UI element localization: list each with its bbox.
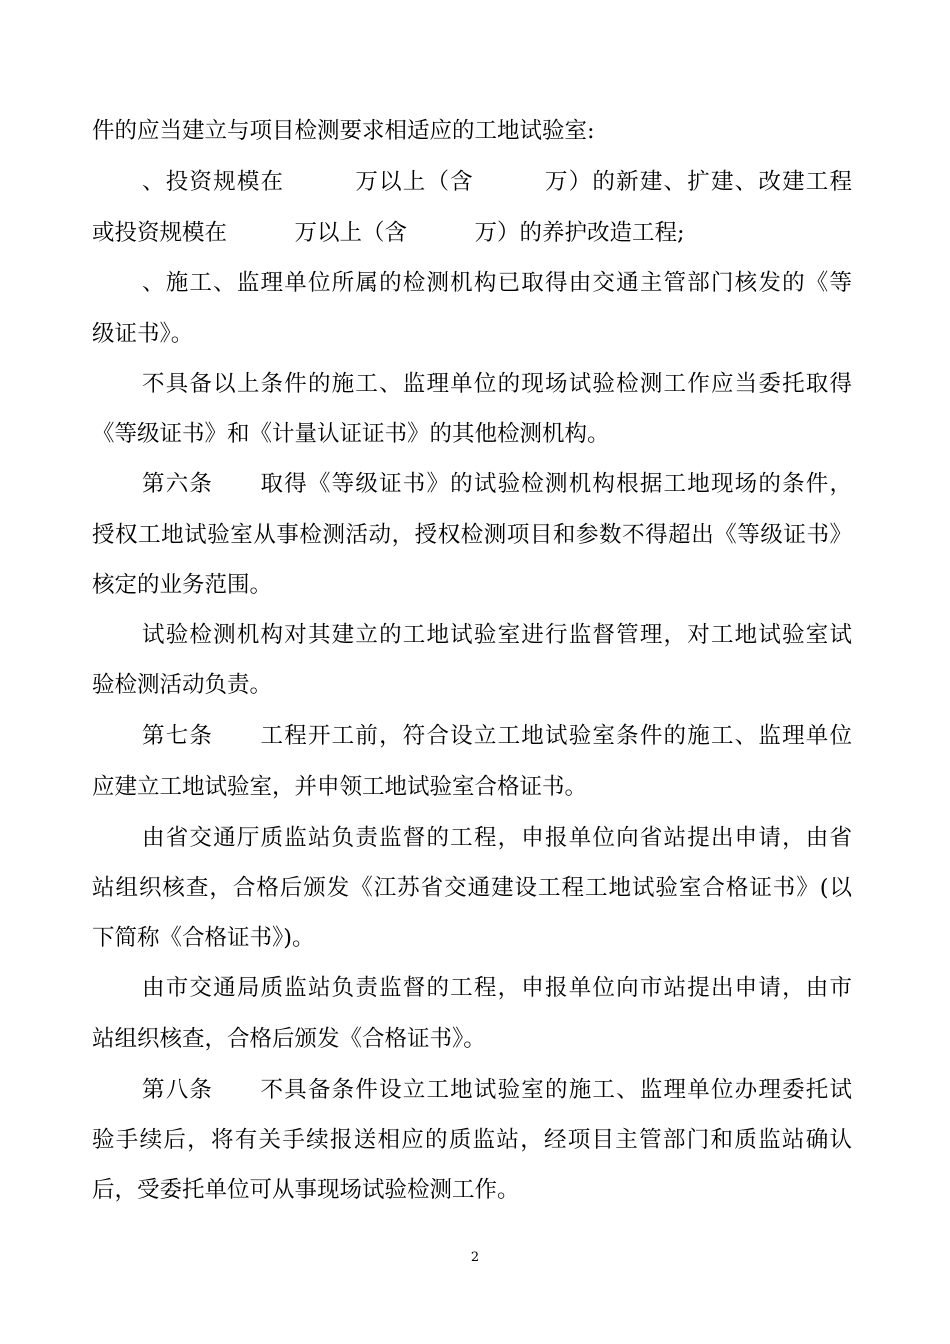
text-line-1: 件的应当建立与项目检测要求相适应的工地试验室: (92, 118, 595, 144)
text-line-2: 、投资规模在 万以上（含 万）的新建、扩建、改建工程 (142, 169, 852, 195)
text-line-17: 下简称《合格证书》)。 (92, 925, 315, 951)
text-line-9: 授权工地试验室从事检测活动，授权检测项目和参数不得超出《等级证书》 (92, 522, 852, 548)
page-number: 2 (470, 1250, 480, 1265)
text-line-20: 第八条 不具备条件设立工地试验室的施工、监理单位办理委托试 (142, 1077, 852, 1103)
text-line-21: 验手续后，将有关手续报送相应的质监站，经项目主管部门和质监站确认 (92, 1127, 852, 1153)
text-line-8: 第六条 取得《等级证书》的试验检测机构根据工地现场的条件， (142, 471, 852, 497)
text-line-3: 或投资规模在 万以上（含 万）的养护改造工程; (92, 220, 685, 246)
text-line-22: 后，受委托单位可从事现场试验检测工作。 (92, 1177, 520, 1203)
text-line-18: 由市交通局质监站负责监督的工程，申报单位向市站提出申请，由市 (142, 975, 852, 1001)
text-line-7: 《等级证书》和《计量认证证书》的其他检测机构。 (92, 421, 610, 447)
text-line-6: 不具备以上条件的施工、监理单位的现场试验检测工作应当委托取得 (142, 371, 852, 397)
text-line-12: 验检测活动负责。 (92, 672, 273, 698)
text-line-11: 试验检测机构对其建立的工地试验室进行监督管理，对工地试验室试 (142, 622, 852, 648)
text-line-4: 、施工、监理单位所属的检测机构已取得由交通主管部门核发的《等 (142, 270, 852, 296)
text-line-15: 由省交通厅质监站负责监督的工程，申报单位向省站提出申请，由省 (142, 825, 852, 851)
text-line-13: 第七条 工程开工前，符合设立工地试验室条件的施工、监理单位 (142, 723, 852, 749)
text-line-5: 级证书》。 (92, 321, 194, 347)
text-line-10: 核定的业务范围。 (92, 572, 273, 598)
text-line-19: 站组织核查，合格后颁发《合格证书》。 (92, 1026, 486, 1052)
text-line-16: 站组织核查，合格后颁发《江苏省交通建设工程工地试验室合格证书》(以 (92, 875, 852, 901)
text-line-14: 应建立工地试验室，并申领工地试验室合格证书。 (92, 774, 588, 800)
